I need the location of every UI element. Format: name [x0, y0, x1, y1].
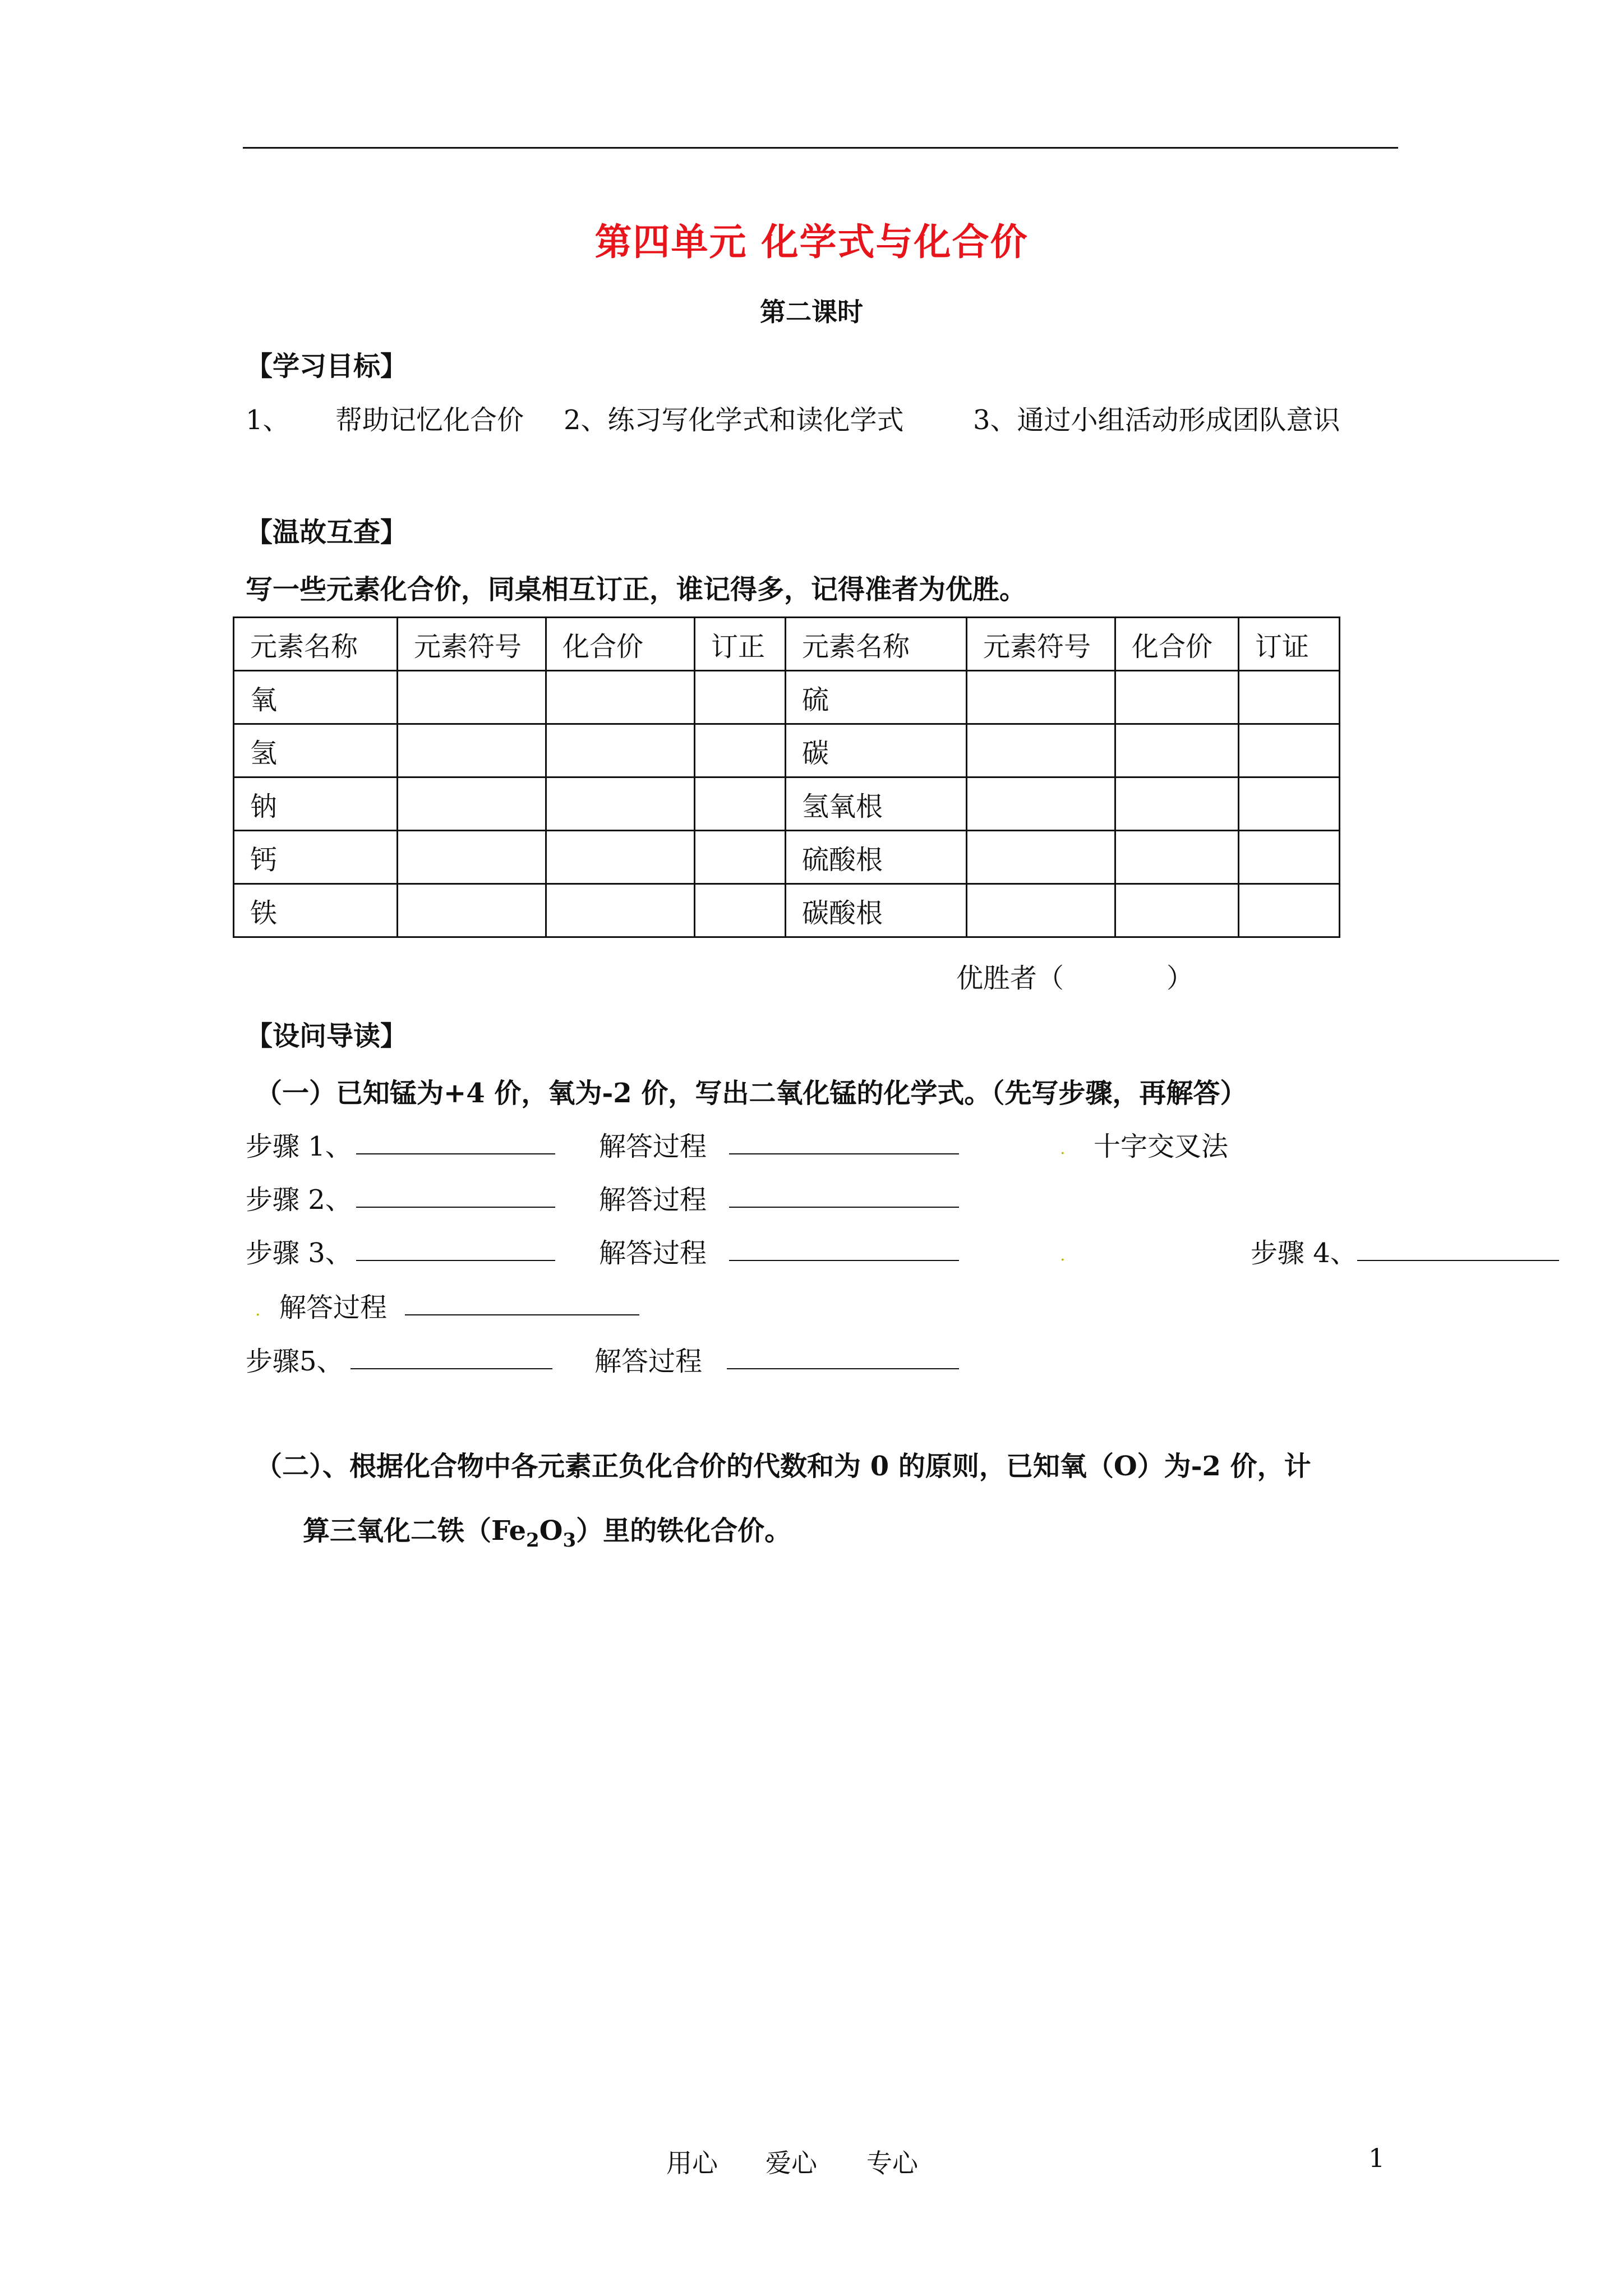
process-label: 解答过程	[599, 1184, 707, 1216]
page-number: 1	[1368, 2143, 1385, 2173]
goals-heading: 【学习目标】	[246, 351, 408, 382]
process-label: 解答过程	[594, 1346, 703, 1377]
guide-heading: 【设问导读】	[246, 1020, 408, 1052]
element-name-cell: 铁	[234, 884, 398, 937]
process-1-blank[interactable]	[729, 1129, 959, 1154]
oxygen-symbol: O	[539, 1515, 563, 1547]
symbol-cell[interactable]	[967, 777, 1115, 831]
symbol-cell[interactable]	[398, 777, 546, 831]
symbol-cell[interactable]	[398, 671, 546, 724]
valence-cell[interactable]	[546, 777, 695, 831]
correction-cell[interactable]	[695, 671, 786, 724]
table-header-cell: 元素名称	[786, 618, 967, 671]
correction-cell[interactable]	[695, 777, 786, 831]
step-1-label: 步骤 1、	[246, 1131, 352, 1162]
table-header-cell: 订正	[695, 618, 786, 671]
question-1: （一）已知锰为+4 价，氧为-2 价，写出二氧化锰的化学式。（先写步骤，再解答）	[255, 1078, 1247, 1109]
table-row	[234, 777, 1340, 831]
symbol-cell[interactable]	[398, 831, 546, 884]
table-row	[234, 831, 1340, 884]
process-4-blank[interactable]	[405, 1290, 639, 1315]
cross-method-label: 十字交叉法	[1094, 1131, 1229, 1162]
valence-cell[interactable]	[546, 884, 695, 937]
table-row	[234, 724, 1340, 777]
table-header-cell: 元素符号	[967, 618, 1115, 671]
symbol-cell[interactable]	[967, 724, 1115, 777]
winner-close: ）	[1166, 963, 1194, 994]
step-5-label: 步骤5、	[246, 1346, 344, 1377]
process-5-blank[interactable]	[727, 1343, 959, 1369]
element-name-cell: 氢	[234, 724, 398, 777]
valence-cell[interactable]	[1115, 831, 1239, 884]
step-4-blank[interactable]	[1357, 1235, 1559, 1261]
process-2-blank[interactable]	[729, 1182, 959, 1208]
table-header-row	[234, 618, 1340, 671]
step-5-blank[interactable]	[351, 1343, 552, 1369]
correction-cell[interactable]	[1239, 777, 1340, 831]
table-header-cell: 化合价	[546, 618, 695, 671]
goal-item-1-number: 1、	[246, 404, 290, 436]
valence-table	[233, 616, 1340, 938]
question-2-line-2	[303, 1509, 791, 1552]
process-label: 解答过程	[599, 1237, 707, 1269]
footer-text-2: 爱心	[766, 2148, 817, 2178]
footer-text-3: 专心	[866, 2148, 918, 2178]
step-3-label: 步骤 3、	[246, 1237, 352, 1269]
correction-cell[interactable]	[695, 724, 786, 777]
question-2-text-a: 算三氧化二铁（Fe	[303, 1515, 526, 1547]
table-header-cell: 化合价	[1115, 618, 1239, 671]
symbol-cell[interactable]	[398, 884, 546, 937]
element-name-cell: 氧	[234, 671, 398, 724]
correction-cell[interactable]	[1239, 884, 1340, 937]
valence-cell[interactable]	[1115, 671, 1239, 724]
table-row	[234, 671, 1340, 724]
symbol-cell[interactable]	[967, 831, 1115, 884]
review-instruction: 写一些元素化合价，同桌相互订正，谁记得多，记得准者为优胜。	[246, 574, 1027, 605]
page-title: 第四单元 化学式与化合价	[594, 220, 1029, 264]
page-subtitle: 第二课时	[760, 297, 863, 327]
question-2-text-b: ）里的铁化合价。	[576, 1515, 792, 1547]
symbol-cell[interactable]	[967, 884, 1115, 937]
process-label: 解答过程	[279, 1292, 388, 1323]
goal-item-2: 2、练习写化学式和读化学式	[564, 404, 904, 436]
correction-cell[interactable]	[1239, 724, 1340, 777]
correction-cell[interactable]	[1239, 671, 1340, 724]
table-row	[234, 884, 1340, 937]
valence-cell[interactable]	[546, 724, 695, 777]
stray-dot: .	[1060, 1139, 1066, 1158]
footer-text-1: 用心	[666, 2148, 718, 2178]
header-rule	[243, 147, 1398, 149]
symbol-cell[interactable]	[398, 724, 546, 777]
element-name-cell: 碳酸根	[786, 884, 967, 937]
stray-dot: .	[1060, 1245, 1066, 1265]
element-name-cell: 硫酸根	[786, 831, 967, 884]
correction-cell[interactable]	[695, 831, 786, 884]
valence-cell[interactable]	[546, 671, 695, 724]
element-name-cell: 钙	[234, 831, 398, 884]
step-2-label: 步骤 2、	[246, 1184, 352, 1216]
valence-cell[interactable]	[1115, 777, 1239, 831]
step-4-label: 步骤 4、	[1251, 1237, 1357, 1269]
stray-dot: .	[255, 1300, 261, 1320]
goal-item-1: 帮助记忆化合价	[335, 404, 524, 436]
element-name-cell: 钠	[234, 777, 398, 831]
valence-cell[interactable]	[1115, 884, 1239, 937]
valence-cell[interactable]	[1115, 724, 1239, 777]
winner-label: 优胜者（	[956, 963, 1064, 994]
step-3-blank[interactable]	[356, 1235, 555, 1261]
step-1-blank[interactable]	[356, 1129, 555, 1154]
goal-item-3: 3、通过小组活动形成团队意识	[973, 404, 1340, 436]
correction-cell[interactable]	[695, 884, 786, 937]
element-name-cell: 硫	[786, 671, 967, 724]
correction-cell[interactable]	[1239, 831, 1340, 884]
review-heading: 【温故互查】	[246, 517, 408, 548]
process-label: 解答过程	[599, 1131, 707, 1162]
subscript-2: 2	[526, 1529, 540, 1552]
symbol-cell[interactable]	[967, 671, 1115, 724]
step-2-blank[interactable]	[356, 1182, 555, 1208]
element-name-cell: 碳	[786, 724, 967, 777]
table-header-cell: 元素名称	[234, 618, 398, 671]
table-header-cell: 订证	[1239, 618, 1340, 671]
subscript-3: 3	[562, 1529, 577, 1552]
table-header-cell: 元素符号	[398, 618, 546, 671]
process-3-blank[interactable]	[729, 1235, 959, 1261]
valence-cell[interactable]	[546, 831, 695, 884]
question-2-line-1: （二）、根据化合物中各元素正负化合价的代数和为 0 的原则，已知氧（O）为-2 价，计	[255, 1451, 1311, 1482]
element-name-cell: 氢氧根	[786, 777, 967, 831]
